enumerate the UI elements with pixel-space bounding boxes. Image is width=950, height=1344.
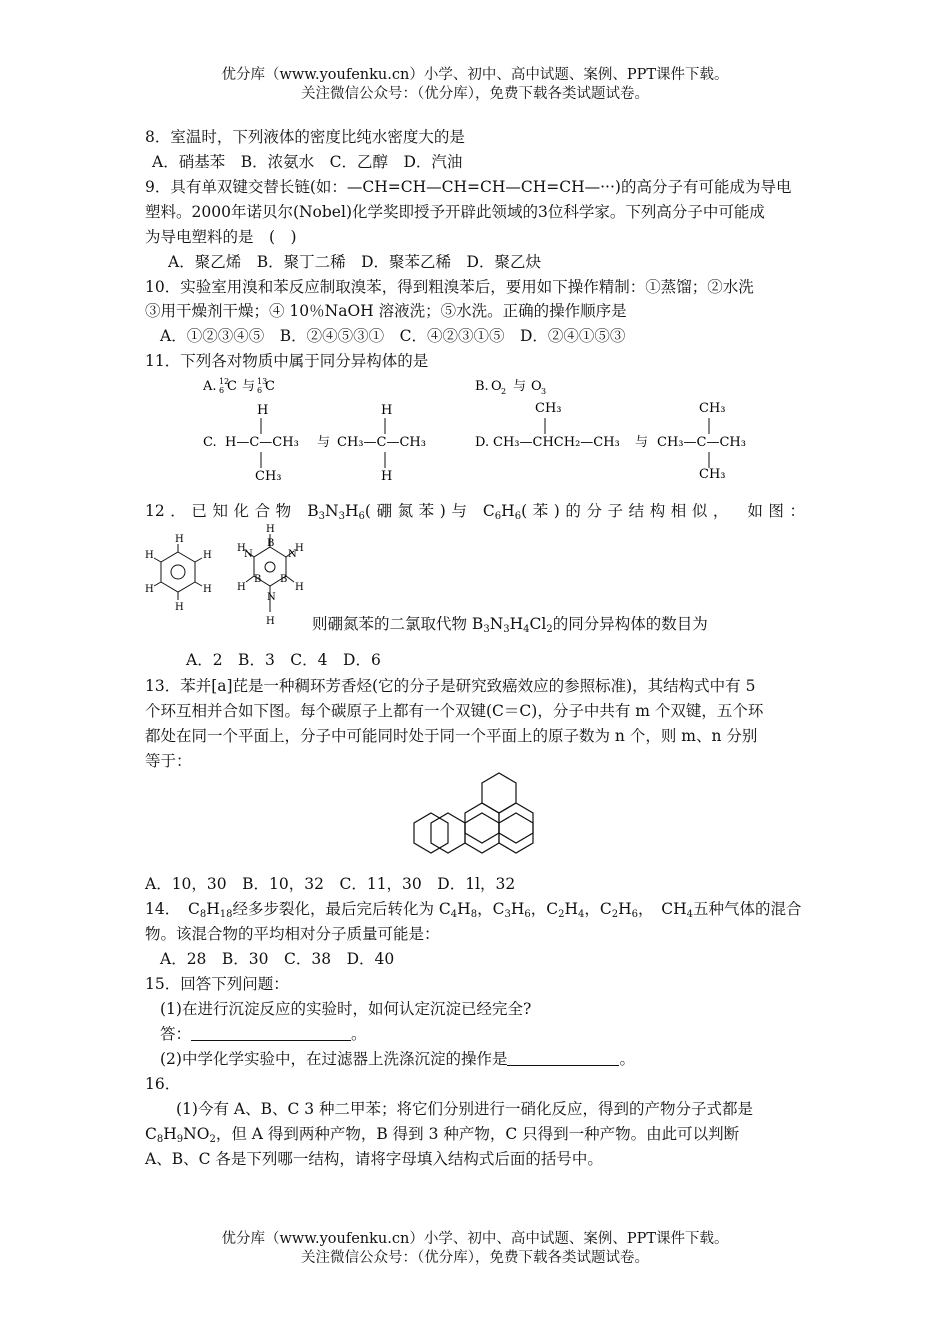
borazine-h-right-bottom: H — [295, 582, 304, 593]
ring-6 — [499, 813, 533, 853]
q11-c-left-top: H — [257, 403, 269, 418]
q11-option-a — [202, 377, 275, 395]
q16-stem: 16． — [145, 1075, 181, 1093]
q11-c-right-bottom: H — [381, 469, 393, 482]
borazine-h-bottom: H — [266, 616, 275, 627]
q15-answer-2-blank[interactable] — [507, 1051, 619, 1066]
benzene-h-2: H — [203, 550, 212, 561]
q11-d-right-chain: CH₃—C—CH₃ — [657, 435, 746, 450]
q11-b-o2-sub: 2 — [501, 387, 507, 396]
q15-part-1: (1)在进行沉淀反应的实验时，如何认定沉淀已经完全? — [160, 1000, 532, 1018]
benzene-h-6: H — [145, 550, 154, 561]
q11-b-o3: O — [531, 379, 542, 394]
benzene-h-3: H — [203, 584, 212, 595]
ring-1 — [482, 773, 516, 813]
q14-line-2: 物。该混合物的平均相对分子质量可能是： — [145, 925, 440, 943]
q11-a-number-2: 6 — [257, 386, 263, 395]
q13-line-4: 等于： — [145, 752, 192, 770]
q10-options: A．①②③④⑤ B．②④⑤③① C．④②③①⑤ D．②④①⑤③ — [160, 327, 626, 345]
q11-d-right-bottom: CH₃ — [699, 467, 726, 482]
borazine-n-right: N — [288, 549, 297, 560]
borazine-structure — [232, 520, 312, 630]
q11-a-and: 与 — [242, 379, 256, 394]
borazine-h-right-top: H — [295, 543, 304, 554]
q10-line-2: ③用干燥剂干燥；④ 10％NaOH 溶液洗；⑤水洗。正确的操作顺序是 — [145, 302, 627, 320]
q11-option-c — [203, 403, 426, 482]
ring-5 — [465, 813, 499, 853]
q11-b-label: B. — [475, 379, 489, 394]
q13-line-3: 都处在同一个平面上，分子中可能同时处于同一个平面上的原子数为 n 个，则 m、n 分别 — [145, 727, 758, 745]
q9-options: A．聚乙烯 B．聚丁二稀 D．聚苯乙稀 D．聚乙炔 — [168, 253, 541, 271]
q13-line-2: 个环互相并合如下图。每个碳原子上都有一个双键(C＝C)，分子中共有 m 个双键，五个环 — [145, 702, 764, 720]
benzo-a-pyrene-structure — [413, 770, 543, 860]
page-header — [0, 66, 950, 104]
borazine-b-top: B — [267, 538, 275, 549]
q11-c-left-bottom: CH₃ — [255, 469, 282, 482]
q11-d-left-top: CH₃ — [535, 401, 562, 416]
q11-b-o3-sub: 3 — [541, 387, 547, 396]
q11-a-mass-2: 13 — [257, 377, 268, 386]
q15-part-2: (2)中学化学实验中，在过滤器上洗涤沉淀的操作是 。 — [160, 1050, 635, 1068]
q11-stem: 11．下列各对物质中属于同分异构体的是 — [145, 352, 429, 370]
q11-d-left-chain: CH₃—CHCH₂—CH₃ — [493, 435, 620, 450]
q8-stem: 8．室温时，下列液体的密度比纯水密度大的是 — [145, 128, 465, 146]
borazine-b-right: B — [280, 574, 288, 585]
q13-options: A．10，30 B．10，32 C．11，30 D．1l，32 — [145, 875, 516, 893]
q11-d-label: D. — [475, 435, 490, 450]
borazine-h-left-top: H — [237, 543, 246, 554]
q11-structures — [195, 372, 815, 482]
q11-b-o2: O — [491, 379, 502, 394]
q11-option-d — [475, 401, 746, 482]
benzene-h-5: H — [145, 584, 154, 595]
borazine-n-bottom: N — [267, 592, 276, 603]
header-line-2: 关注微信公众号：（优分库），免费下载各类试题试卷。 — [301, 86, 649, 102]
q10-line-1: 10．实验室用溴和苯反应制取溴苯，得到粗溴苯后，要用如下操作精制：①蒸馏；②水洗 — [145, 278, 754, 296]
q11-option-b — [475, 379, 546, 396]
q8-options: A．硝基苯 B．浓氨水 C．乙醇 D．汽油 — [152, 153, 463, 171]
benzene-h-4: H — [175, 602, 184, 613]
q15-stem: 15．回答下列问题： — [145, 975, 289, 993]
q13-line-1: 13．苯并[a]芘是一种稠环芳香烃(它的分子是研究致癌效应的参照标准)，其结构式中有 5 — [145, 677, 756, 695]
q12-line-1: 12．已知化合物 $B_3N_3H_6$(硼氮苯)与 $C_6H_6$(苯)的分子结构相似， 如图： — [145, 502, 805, 522]
q11-c-left-chain: H—C—CH₃ — [225, 435, 299, 450]
q11-d-and: 与 — [635, 435, 649, 450]
ring-3 — [499, 803, 533, 843]
footer-line-2: 关注微信公众号：（优分库），免费下载各类试题试卷。 — [301, 1250, 649, 1266]
benzene-aromatic-circle — [171, 565, 185, 579]
q11-a-mass-1: 12 — [219, 377, 230, 386]
benzene-ring — [161, 552, 195, 592]
benzene-h-1: H — [175, 534, 184, 545]
q12-tail: 则硼氮苯的二氯取代物 $B_3N_3H_4Cl_2$的同分异构体的数目为 — [312, 615, 708, 635]
q11-a-carbon-1: C — [227, 379, 237, 394]
borazine-center-circle — [265, 562, 275, 572]
q15-answer-1: 答： 。 — [160, 1025, 367, 1043]
borazine-h-top: H — [266, 524, 275, 535]
q11-c-right-top: H — [381, 403, 393, 418]
q11-c-label: C. — [203, 435, 217, 450]
q11-d-right-top: CH₃ — [699, 401, 726, 416]
q11-b-and: 与 — [513, 379, 527, 394]
q11-c-right-chain: CH₃—C—CH₃ — [337, 435, 426, 450]
q12-options: A．2 B．3 C．4 D．6 — [186, 651, 381, 669]
q11-a-carbon-2: C — [265, 379, 275, 394]
q11-c-and: 与 — [317, 435, 331, 450]
borazine-b-left: B — [254, 574, 262, 585]
borazine-n-left: N — [244, 549, 253, 560]
page-footer — [0, 1230, 950, 1268]
footer-line-1: 优分库（www.youfenku.cn）小学、初中、高中试题、案例、PPT课件下载。 — [221, 1231, 729, 1247]
q11-a-label: A. — [203, 379, 217, 394]
q16-line-1: (1)今有 A、B、C 3 种二甲苯；将它们分别进行一硝化反应，得到的产物分子式都是 — [176, 1100, 754, 1118]
benzene-structure — [143, 530, 213, 620]
header-line-1: 优分库（www.youfenku.cn）小学、初中、高中试题、案例、PPT课件下载。 — [221, 67, 729, 83]
q9-line-3: 为导电塑料的是 ( ) — [145, 228, 297, 246]
q14-line-1: 14． $C_8H_{18}$经多步裂化，最后完后转化为 $C_4H_8$，$C_3H_6$，$C_2H_4$，$C_2H_6$， $CH_4$五种气体的混合 — [145, 900, 802, 920]
q9-line-1: 9．具有单双键交替长链(如：—CH=CH—CH=CH—CH=CH—···)的高分子有可能成为导电 — [145, 178, 792, 196]
q9-line-2: 塑料。2000年诺贝尔(Nobel)化学奖即授予开辟此领域的3位科学家。下列高分子中可能成 — [145, 203, 765, 221]
q16-line-2: $C_8H_9NO_2$，但 A 得到两种产物，B 得到 3 种产物，C 只得到一种产物。由此可以判断 — [145, 1125, 740, 1145]
q14-options: A．28 B．30 C．38 D．40 — [160, 950, 395, 968]
q16-line-3: A、B、C 各是下列哪一结构，请将字母填入结构式后面的括号中。 — [145, 1150, 603, 1168]
q15-answer-1-blank[interactable] — [191, 1026, 351, 1041]
ring-2 — [465, 803, 499, 843]
borazine-h-left-bottom: H — [237, 582, 246, 593]
q11-a-number-1: 6 — [219, 386, 225, 395]
